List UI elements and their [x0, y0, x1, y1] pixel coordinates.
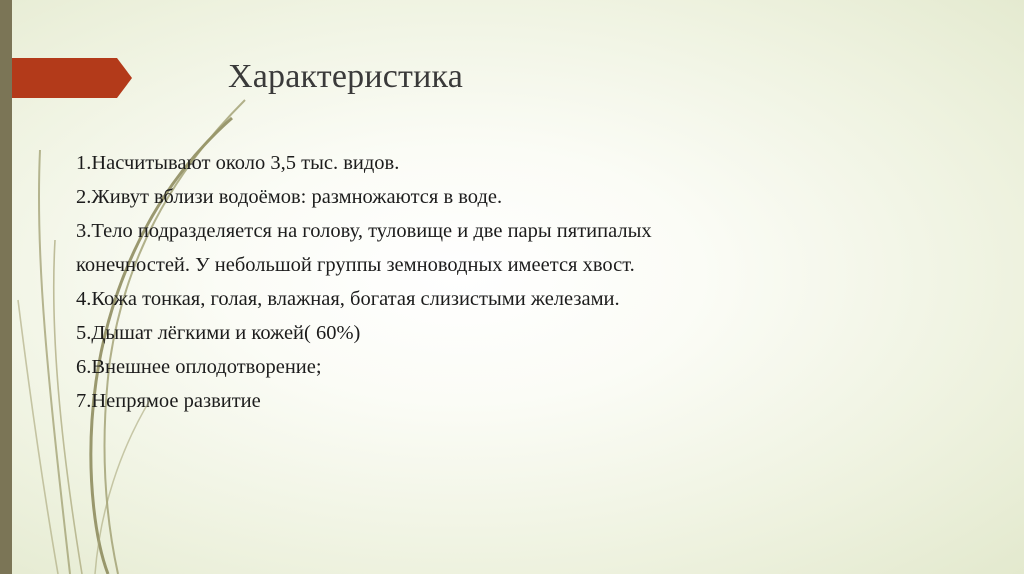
list-item: 4.Кожа тонкая, голая, влажная, богатая слизистыми железами.: [76, 288, 620, 310]
list-item: 5.Дышат лёгкими и кожей( 60%): [76, 322, 361, 344]
list-item: 3.Тело подразделяется на голову, туловище и две пары пятипалых: [76, 220, 652, 242]
list-item: 7.Непрямое развитие: [76, 390, 261, 412]
list-item: 6.Внешнее оплодотворение;: [76, 356, 322, 378]
slide-title: Характеристика: [228, 58, 463, 95]
list-item: конечностей. У небольшой группы земноводных имеется хвост.: [76, 254, 635, 276]
list-item: 1.Насчитывают около 3,5 тыс. видов.: [76, 152, 400, 174]
list-item: 2.Живут вблизи водоёмов: размножаются в воде.: [76, 186, 503, 208]
left-accent-bar: [0, 0, 12, 574]
characteristics-list: [76, 146, 896, 418]
title-arrow-marker: [0, 58, 132, 98]
